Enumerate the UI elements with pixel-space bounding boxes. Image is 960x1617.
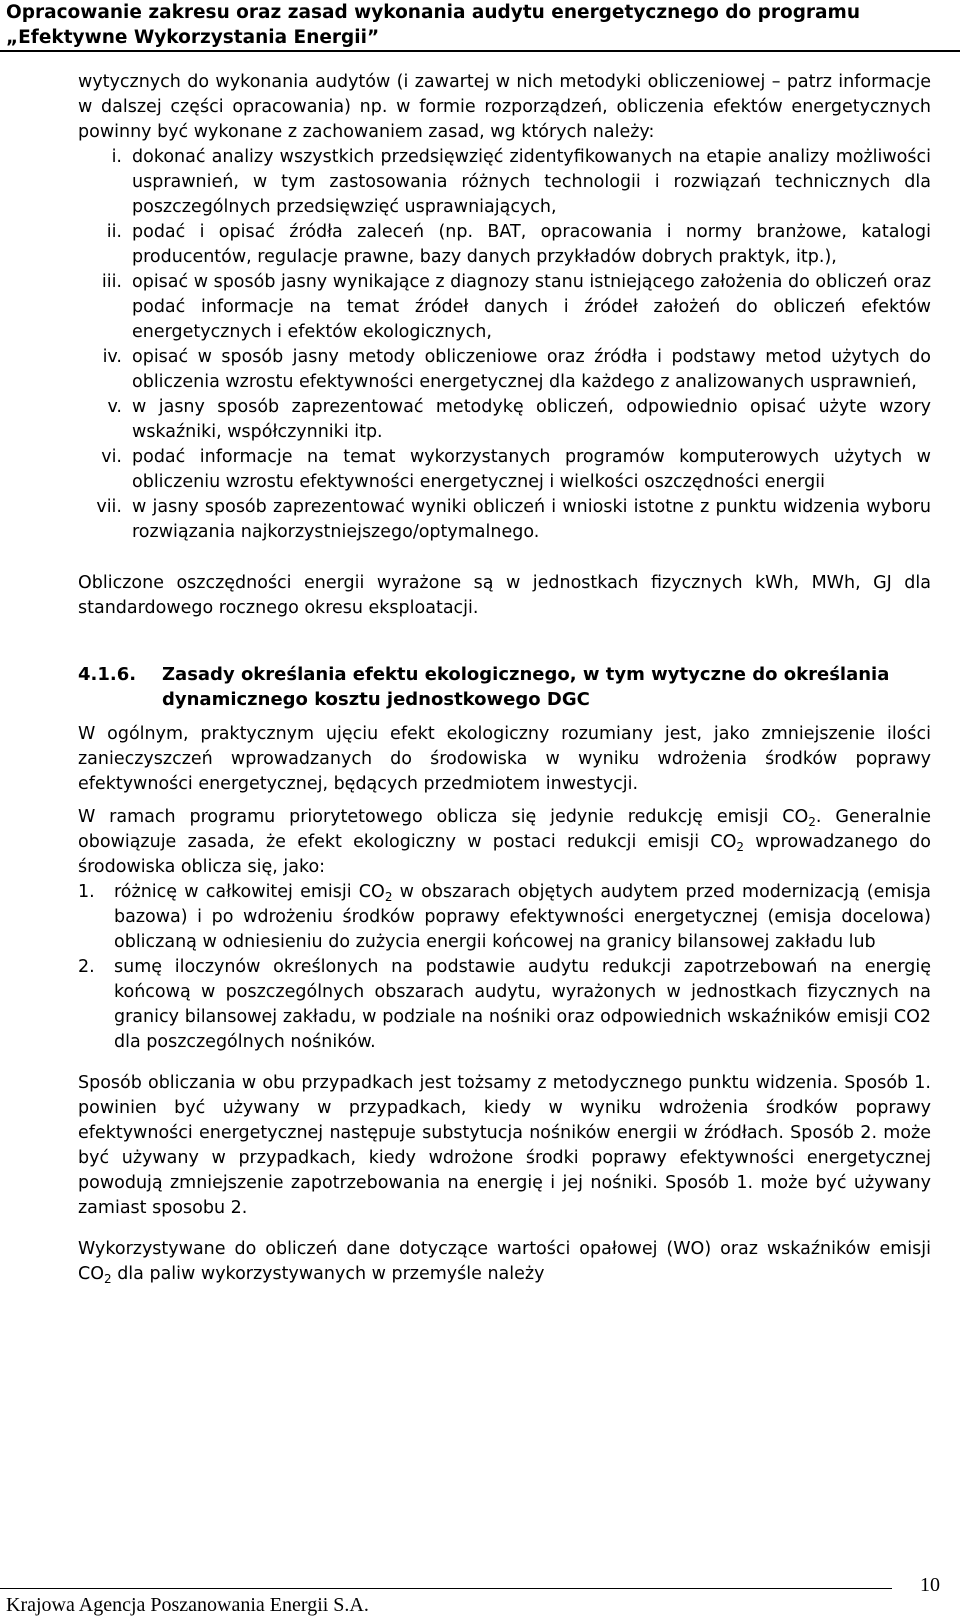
list-text: opisać w sposób jasny metody obliczeniowe oraz źródła i podstawy metod użytych do obliczenia wzrostu efektywności energetycznej dla każdego z analizowanych usprawnień,	[132, 347, 931, 392]
list-number: 2.	[78, 957, 95, 977]
text-run: . Generalnie obowiązuje zasada, że efekt ekologiczny w postaci redukcji emisji CO	[78, 807, 932, 852]
list-text: podać informacje na temat wykorzystanych programów komputerowych użytych w obliczeniu wzrostu efektywności energetycznej i wielkości oszczędności energii	[132, 447, 931, 492]
roman-list	[78, 145, 931, 545]
list-text: opisać w sposób jasny wynikające z diagnozy stanu istniejącego założenia do obliczeń oraz podać informacje na temat źródeł danych i źródeł założeń do obliczeń efektów energetycznych i efektów ekologicznych,	[132, 272, 931, 342]
list-item	[78, 445, 931, 495]
list-item	[78, 145, 931, 220]
list-number: i.	[111, 147, 122, 167]
list-number: 1.	[78, 882, 95, 902]
list-text: w jasny sposób zaprezentować wyniki obliczeń i wnioski istotne z punktu widzenia wyboru rozwiązania najkorzystniejszego/optymalnego.	[132, 497, 931, 542]
units-paragraph: Obliczone oszczędności energii wyrażone są w jednostkach fizycznych kWh, MWh, GJ dla standardowego rocznego okresu eksploatacji.	[78, 573, 931, 618]
list-number: v.	[107, 397, 122, 417]
list-item	[78, 495, 931, 545]
header-line-2: „Efektywne Wykorzystania Energii”	[6, 27, 380, 48]
text-run: różnicę w całkowitej emisji CO	[114, 882, 385, 902]
text-run: Wykorzystywane do obliczeń dane dotyczące wartości opałowej (WO) oraz wskaźników emisji CO	[78, 1239, 931, 1284]
subscript: 2	[104, 1272, 112, 1286]
list-item	[78, 220, 931, 270]
list-text: podać i opisać źródła zaleceń (np. BAT, opracowania i normy branżowe, katalogi producentów, regulacje prawne, bazy danych przykładów dobrych praktyk, itp.),	[132, 222, 931, 267]
section-title: Zasady określania efektu ekologicznego, w tym wytyczne do określania dynamicznego kosztu jednostkowego DGC	[162, 664, 890, 710]
intro-paragraph: wytycznych do wykonania audytów (i zawartej w nich metodyki obliczeniowej – patrz informacje w dalszej części opracowania) np. w formie rozporządzeń, obliczenia efektów energetycznych powinny być wykonane z zachowaniem zasad, wg których należy:	[78, 72, 931, 142]
header-line-1: Opracowanie zakresu oraz zasad wykonania audytu energetycznego do programu	[6, 2, 860, 23]
text-run: w obszarach objętych audytem przed modernizacją (emisja bazowa) i po wdrożeniu środków poprawy efektywności energetycznej (emisja docelowa) obliczaną w odniesieniu do zużycia energii końcowej na granicy bilansowej zakładu lub	[114, 882, 932, 952]
text-run: W ramach programu priorytetowego oblicza się jedynie redukcję emisji CO	[78, 807, 809, 827]
list-item	[78, 955, 931, 1055]
list-text: dokonać analizy wszystkich przedsięwzięć zidentyfikowanych na etapie analizy możliwości usprawnień, w tym zastosowania różnych technologii i rozwiązań technicznych dla poszczególnych przedsięwzięć usprawniających,	[132, 147, 931, 217]
body-content	[78, 70, 931, 1287]
footer-rule	[0, 1588, 892, 1589]
footer-organization: Krajowa Agencja Poszanowania Energii S.A.	[6, 1594, 369, 1616]
header-rule	[0, 50, 960, 52]
numbered-list	[78, 880, 931, 1055]
subscript: 2	[736, 840, 744, 854]
paragraph-1: W ogólnym, praktycznym ujęciu efekt ekologiczny rozumiany jest, jako zmniejszenie ilości zanieczyszczeń wprowadzanych do środowiska w wyniku wdrożenia środków poprawy efektywności energetycznej, będących przedmiotem inwestycji.	[78, 724, 931, 794]
list-number: vii.	[96, 497, 122, 517]
list-number: iv.	[102, 347, 122, 367]
text-run: sumę iloczynów określonych na podstawie audytu redukcji zapotrzebowań na energię końcową w poszczególnych obszarach audytu, wyrażonych w jednostkach fizycznych na granicy bilansowej zakładu, w podziale na nośniki oraz odpowiednich wskaźników emisji CO2 dla poszczególnych nośników.	[114, 957, 931, 1052]
running-header	[6, 0, 956, 50]
text-run: wprowadzanego do środowiska oblicza się, jako:	[78, 832, 931, 877]
list-number: vi.	[101, 447, 122, 467]
section-heading	[78, 662, 931, 712]
page-number: 10	[920, 1574, 940, 1596]
subscript: 2	[384, 890, 393, 904]
text-run: dla paliw wykorzystywanych w przemyśle należy	[111, 1264, 545, 1284]
paragraph-3: Sposób obliczania w obu przypadkach jest tożsamy z metodycznego punktu widzenia. Sposób 1. powinien być używany w przypadkach, kiedy w wyniku wdrożenia środków poprawy efektywności energetycznej następuje substytucja nośników energii w źródłach. Sposób 2. może być używany w przypadkach, kiedy wdrożone środki poprawy efektywności energetycznej powodują zmniejszenie zapotrzebowania na energię i jej nośniki. Sposób 1. może być używany zamiast sposobu 2.	[78, 1073, 931, 1218]
list-text: w jasny sposób zaprezentować metodykę obliczeń, odpowiednio opisać użyte wzory wskaźniki, współczynniki itp.	[132, 397, 931, 442]
paragraph-4	[78, 1237, 931, 1287]
list-number: iii.	[101, 272, 122, 292]
list-item	[78, 345, 931, 395]
list-item	[78, 395, 931, 445]
subscript: 2	[808, 815, 816, 829]
list-item	[78, 270, 931, 345]
list-item	[78, 880, 931, 955]
list-number: ii.	[106, 222, 122, 242]
paragraph-2	[78, 805, 931, 880]
section-number: 4.1.6.	[78, 664, 137, 685]
